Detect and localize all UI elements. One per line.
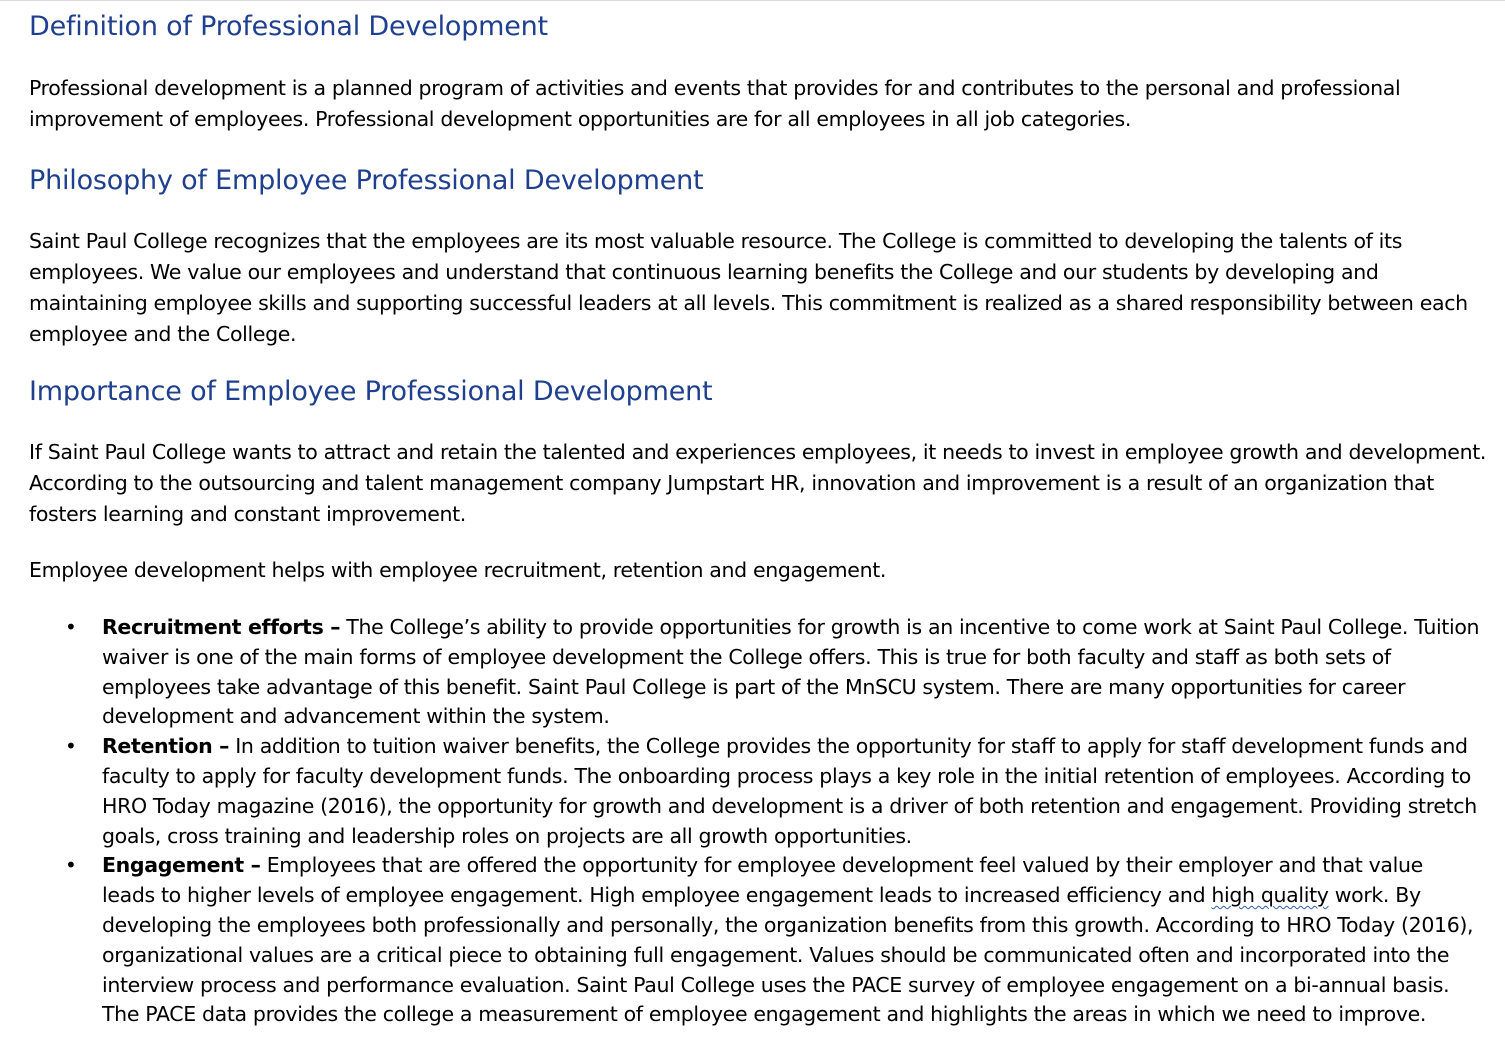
heading-definition: Definition of Professional Development [29,11,548,42]
paragraph-philosophy: Saint Paul College recognizes that the employees are its most valuable resource. The College is committed to developing the talents of its employees. We value our employees and understand that continuous learning benefits the College and our students by developing and maintaining employee skills and supporting successful leaders at all levels. This commitment is realized as a shared responsibility between each employee and the College. [29,229,1468,346]
list-item-recruitment [60,613,1480,732]
paragraph-importance: If Saint Paul College wants to attract and retain the talented and experiences employees, it needs to invest in employee growth and development. According to the outsourcing and talent management company Jumpstart HR, innovation and improvement is a result of an organization that fosters learning and constant improvement. [29,440,1487,526]
bullet-term: Recruitment efforts – [102,615,341,639]
heading-philosophy: Philosophy of Employee Professional Development [29,165,704,196]
bullet-icon: • [65,853,77,878]
bullet-icon: • [65,615,77,639]
list-item-retention [60,732,1480,851]
bullet-text: work. By developing the employees both professionally and personally, the organization benefits from this growth. According to HRO Today (2016), organizational values are a critical piece to obtaining full engagement. Values should be communicated often and incorporated into the interview process and performance evaluation. Saint Paul College uses the PACE survey of employee engagement on a bi-annual basis. The PACE data provides the college a measurement of employee engagement and highlights the areas in which we need to improve. [102,883,1474,1027]
bullet-icon: • [65,734,77,759]
bullet-text: In addition to tuition waiver benefits, the College provides the opportunity for staff to apply for staff development funds and faculty to apply for faculty development funds. The onboarding process plays a key role in the initial retention of employees. According to HRO Today magazine (2016), the opportunity for growth and development is a driver of both retention and engagement. Providing stretch goals, cross training and leadership roles on projects are all growth opportunities. [102,734,1477,848]
paragraph-development-intro: Employee development helps with employee recruitment, retention and engagement. [29,558,887,582]
heading-importance: Importance of Employee Professional Development [29,376,713,407]
bullet-text: The College’s ability to provide opportunities for growth is an incentive to come work at Saint Paul College. Tuition waiver is one of the main forms of employee development the College offers. This is true for both faculty and staff as both sets of employees take advantage of this benefit. Saint Paul College is part of the MnSCU system. There are many opportunities for career development and advancement within the system. [102,615,1480,729]
paragraph-definition: Professional development is a planned program of activities and events that provides for and contributes to the personal and professional improvement of employees. Professional development opportunities are for all employees in all job categories. [29,76,1401,131]
page-top-border [0,0,1505,1]
bullet-text: Employees that are offered the opportunity for employee development feel valued by their employer and that value leads to higher levels of employee engagement. High employee engagement leads to increased efficiency and [102,853,1423,908]
bullet-list [60,613,1480,1030]
grammar-flagged-text[interactable]: high quality [1211,883,1329,908]
bullet-term: Engagement – [102,853,261,878]
bullet-term: Retention – [102,734,230,759]
list-item-engagement [60,851,1480,1030]
